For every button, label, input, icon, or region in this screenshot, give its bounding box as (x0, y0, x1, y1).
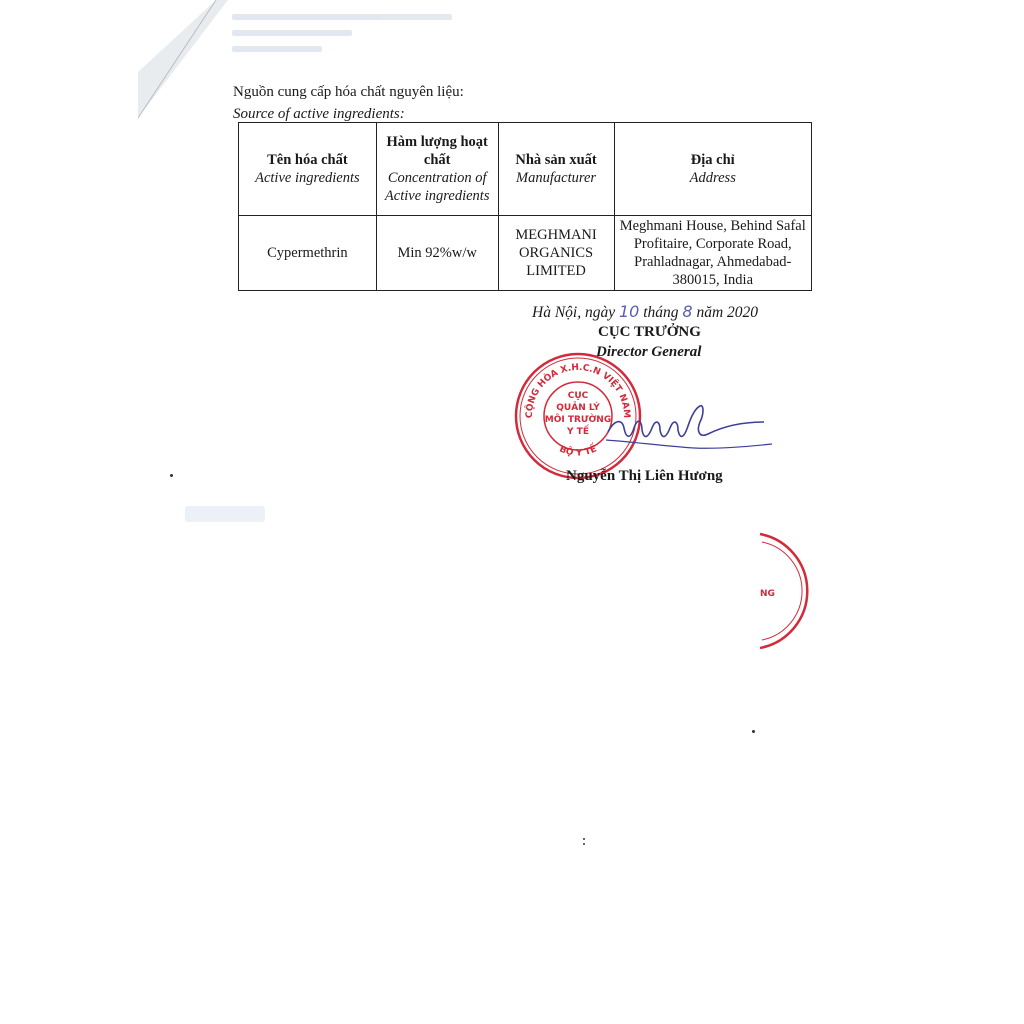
svg-text:BỘ Y TẾ (558, 441, 599, 458)
seal-line-3: MÔI TRƯỜNG (544, 415, 612, 425)
header-ingredient: Tên hóa chất Active ingredients (239, 123, 377, 216)
scan-speck (170, 474, 173, 477)
signer-title-en: Director General (596, 344, 702, 360)
ingredients-table (238, 122, 812, 291)
signing-date: Hà Nội, ngày 10 tháng 8 năm 2020 (532, 302, 759, 321)
handwritten-signature (604, 392, 776, 464)
seal-ring-text: CỘNG HÒA X.H.C.N VIỆT NAM (524, 362, 632, 419)
signer-title: CỤC TRƯỞNG (598, 324, 701, 340)
table-header-row (239, 123, 812, 216)
handwritten-month: 8 (682, 302, 693, 321)
seal-line-4: Y TẾ (567, 427, 589, 437)
scan-speck (583, 838, 585, 840)
header-concentration: Hàm lượng hoạt chất Concentration of Active ingredients (376, 123, 498, 216)
header-address: Địa chỉ Address (614, 123, 812, 216)
partial-seal-text: NG (760, 589, 775, 599)
table-row (239, 216, 812, 291)
source-label-en: Source of active ingredients: (233, 106, 405, 122)
faded-letterhead (232, 14, 462, 66)
faded-mark (185, 506, 265, 522)
signer-name: Nguyễn Thị Liên Hương (566, 468, 723, 484)
cell-concentration: Min 92%w/w (376, 216, 498, 291)
seal-bottom-text: BỘ Y TẾ (557, 444, 599, 459)
seal-line-2: QUẢN LÝ (556, 403, 600, 413)
folded-corner-artifact (138, 0, 228, 120)
header-manufacturer: Nhà sản xuất Manufacturer (498, 123, 614, 216)
partial-seal (748, 532, 810, 650)
scan-speck (752, 730, 755, 733)
cell-manufacturer: MEGHMANI ORGANICS LIMITED (498, 216, 614, 291)
scan-speck (583, 843, 585, 845)
source-label: Nguồn cung cấp hóa chất nguyên liệu: (233, 84, 464, 100)
handwritten-day: 10 (618, 302, 640, 321)
cell-address: Meghmani House, Behind Safal Profitaire, Corporate Road, Prahladnagar, Ahmedabad-380015, India (614, 216, 812, 291)
cell-ingredient: Cypermethrin (239, 216, 377, 291)
seal-line-1: CỤC (567, 391, 589, 401)
